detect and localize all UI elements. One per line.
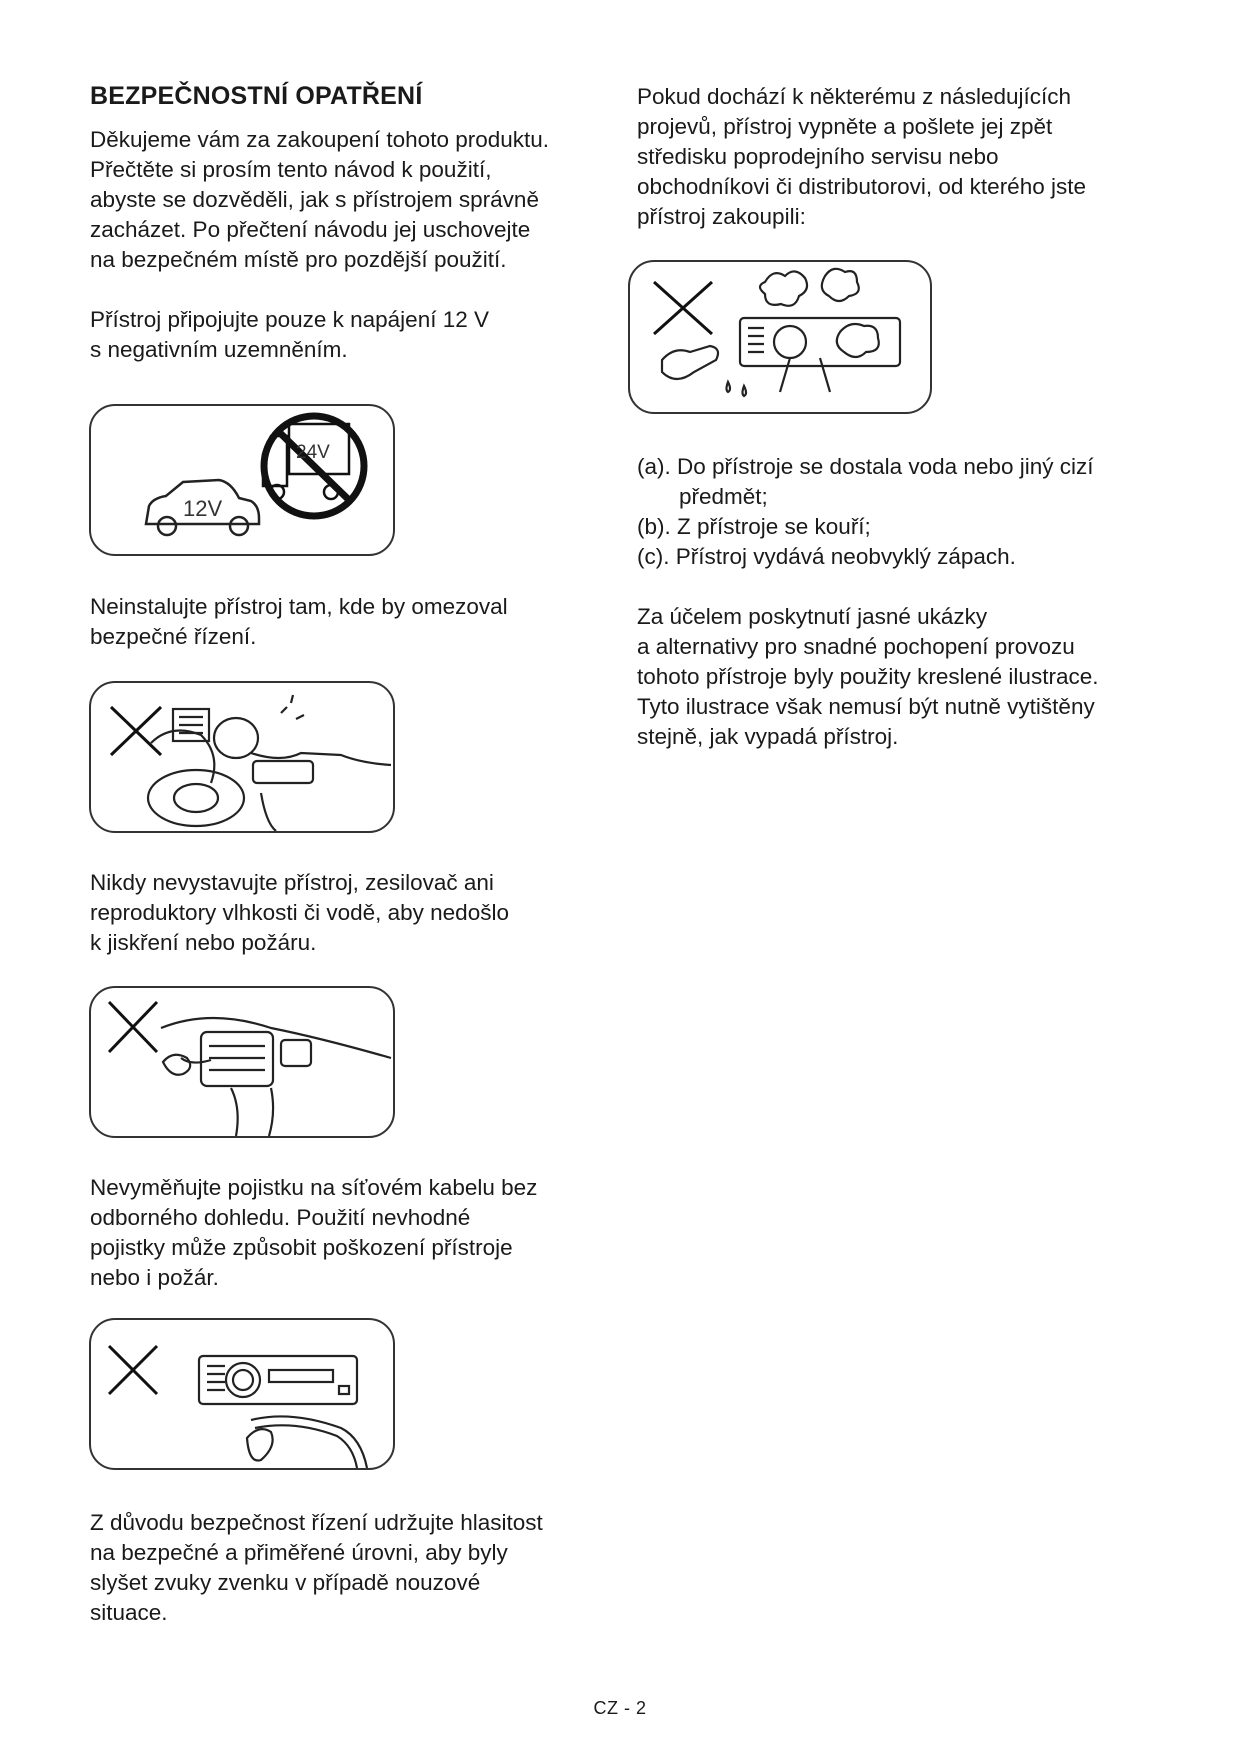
fuse-paragraph: Nevyměňujte pojistku na síťovém kabelu bez odborného dohledu. Použití nevhodné pojistky může způsobit poškození přístroje nebo i požár. (90, 1175, 538, 1290)
hand-icon (247, 1429, 273, 1460)
moisture-paragraph: Nikdy nevystavujte přístroj, zesilovač ani reproduktory vlhkosti či vodě, aby nedošlo k jiskření nebo požáru. (90, 870, 509, 955)
symptom-item-a: (a). Do přístroje se dostala voda nebo jiný cizí předmět; (637, 454, 1094, 509)
page-number: CZ - 2 (593, 1698, 647, 1718)
intro-paragraph: Děkujeme vám za zakoupení tohoto produktu. Přečtěte si prosím tento návod k použití, abyste se dozvěděli, jak s přístrojem správně zacházet. Po přečtení návodu jej uschovejte na bezpečném místě pro pozdější použití. (90, 127, 550, 272)
left-block-3 (90, 868, 610, 958)
bottle-hand-icon (662, 346, 718, 379)
figure-12v-only (89, 404, 395, 556)
steering-wheel-icon (148, 770, 244, 826)
power-supply-paragraph: Přístroj připojujte pouze k napájení 12 V s negativním uzemněním. (90, 307, 489, 362)
illustration-fuse (91, 1320, 393, 1468)
illustration-driver (91, 683, 393, 831)
smoke-icon (760, 271, 807, 305)
hand-icon (163, 1055, 190, 1075)
illustration-note-paragraph: Za účelem poskytnutí jasné ukázky a alternativy pro snadné pochopení provozu tohoto přístroje byly použity kreslené ilustrace. Tyto ilustrace však nemusí být nutně vytištěny stejně, jak vypadá přístroj. (637, 604, 1099, 749)
page-title: BEZPEČNOSTNÍ OPATŘENÍ (90, 82, 423, 110)
left-block-2 (90, 592, 610, 652)
right-column (637, 82, 1157, 232)
symptom-item-b: (b). Z přístroje se kouří; (637, 514, 871, 539)
figure-driving-obstruction (89, 681, 395, 833)
left-block-4 (90, 1173, 610, 1293)
left-column (90, 82, 610, 365)
driving-safety-paragraph: Neinstalujte přístroj tam, kde by omezoval bezpečné řízení. (90, 594, 508, 649)
right-list-block (637, 452, 1177, 752)
symptom-list (637, 452, 1177, 572)
truck-voltage-label: 24V (296, 442, 330, 463)
figure-fuse-warning (89, 1318, 395, 1470)
illustration-water-dashboard (91, 988, 393, 1136)
malfunction-paragraph: Pokud dochází k některému z následujících projevů, přístroj vypněte a pošlete jej zpět středisku poprodejního servisu nebo obchodníkovi či distributorovi, od kterého jste přístroj zakoupili: (637, 84, 1086, 229)
figure-water-hazard (89, 986, 395, 1138)
left-block-5 (90, 1508, 610, 1628)
illustration-smoke-water (630, 262, 930, 412)
figure-malfunction (628, 260, 932, 414)
volume-paragraph: Z důvodu bezpečnost řízení udržujte hlasitost na bezpečné a přiměřené úrovni, aby byly slyšet zvuky zvenku v případě nouzové situace. (90, 1510, 543, 1625)
symptom-item-c: (c). Přístroj vydává neobvyklý zápach. (637, 544, 1016, 569)
car-voltage-label: 12V (183, 496, 223, 521)
no-truck-icon (263, 416, 364, 516)
illustration-car-truck (91, 406, 393, 554)
